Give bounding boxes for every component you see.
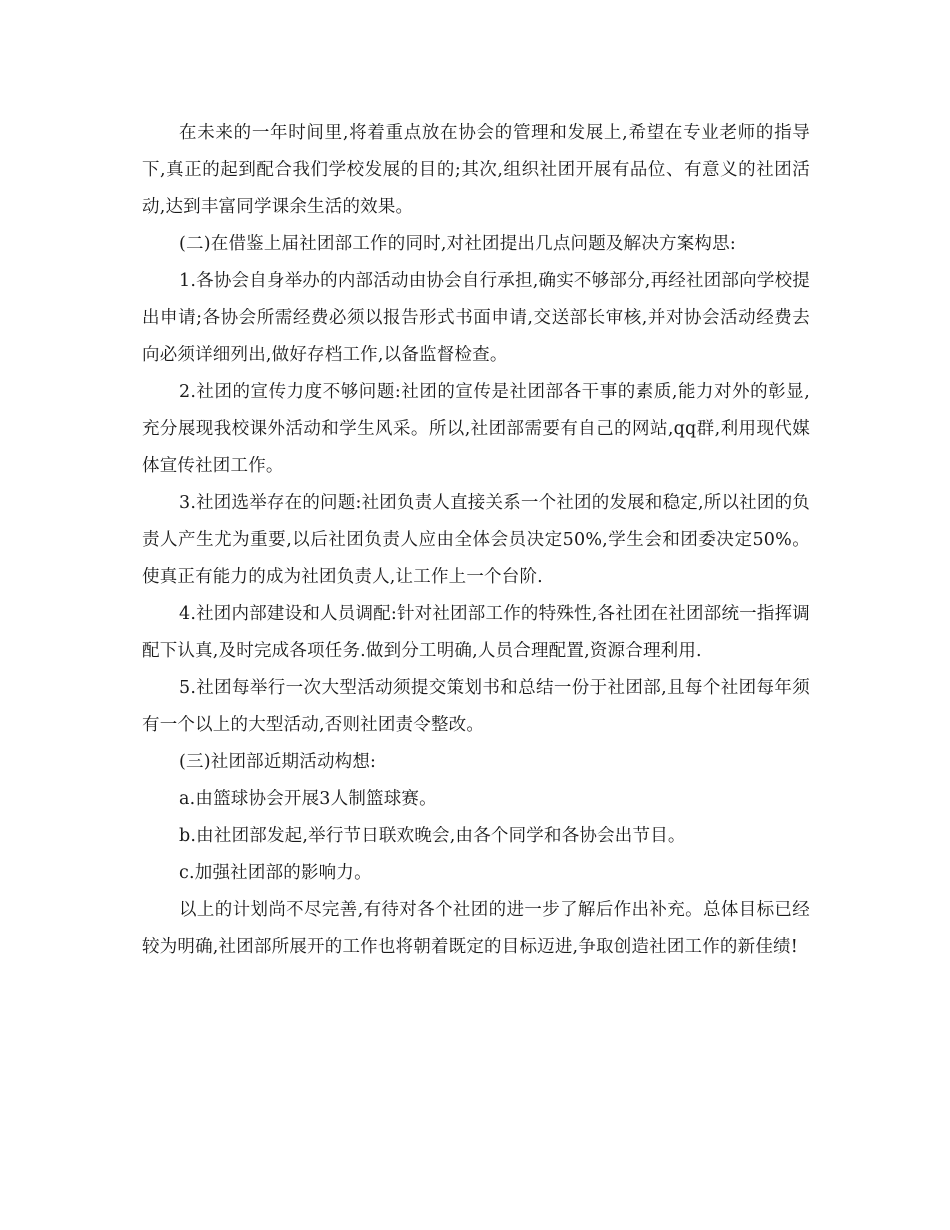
paragraph-item-3: 3.社团选举存在的问题:社团负责人直接关系一个社团的发展和稳定,所以社团的负责人产生尤为重要,以后社团负责人应由全体会员决定50%,学生会和团委决定50%。使真正有能力的成为社团负责人,让工作上一个台阶.	[142, 493, 810, 587]
paragraph-activity-a: a.由篮球协会开展3人制篮球赛。	[179, 789, 437, 809]
paragraph-item-2: 2.社团的宣传力度不够问题:社团的宣传是社团部各干事的素质,能力对外的彰显,充分展现我校课外活动和学生风采。所以,社团部需要有自己的网站,qq群,利用现代媒体宣传社团工作。	[142, 382, 810, 476]
paragraph-activity-b: b.由社团部发起,举行节日联欢晚会,由各个同学和各协会出节目。	[179, 826, 686, 846]
document-body	[142, 115, 810, 966]
paragraph-item-5: 5.社团每举行一次大型活动须提交策划书和总结一份于社团部,且每个社团每年须有一个以上的大型活动,否则社团责令整改。	[142, 678, 810, 735]
paragraph-conclusion: 以上的计划尚不尽完善,有待对各个社团的进一步了解后作出补充。总体目标已经较为明确,社团部所展开的工作也将朝着既定的目标迈进,争取创造社团工作的新佳绩!	[142, 900, 810, 957]
paragraph-item-1: 1.各协会自身举办的内部活动由协会自行承担,确实不够部分,再经社团部向学校提出申请;各协会所需经费必须以报告形式书面申请,交送部长审核,并对协会活动经费去向必须详细列出,做好存档工作,以备监督检查。	[142, 271, 810, 365]
paragraph-goals: 在未来的一年时间里,将着重点放在协会的管理和发展上,希望在专业老师的指导下,真正的起到配合我们学校发展的目的;其次,组织社团开展有品位、有意义的社团活动,达到丰富同学课余生活的效果。	[142, 123, 810, 217]
paragraph-section-three-heading: (三)社团部近期活动构想:	[179, 752, 377, 772]
paragraph-section-two-heading: (二)在借鉴上届社团部工作的同时,对社团提出几点问题及解决方案构思:	[179, 234, 736, 254]
paragraph-item-4: 4.社团内部建设和人员调配:针对社团部工作的特殊性,各社团在社团部统一指挥调配下认真,及时完成各项任务.做到分工明确,人员合理配置,资源合理利用.	[142, 604, 810, 661]
paragraph-activity-c: c.加强社团部的影响力。	[179, 863, 372, 883]
